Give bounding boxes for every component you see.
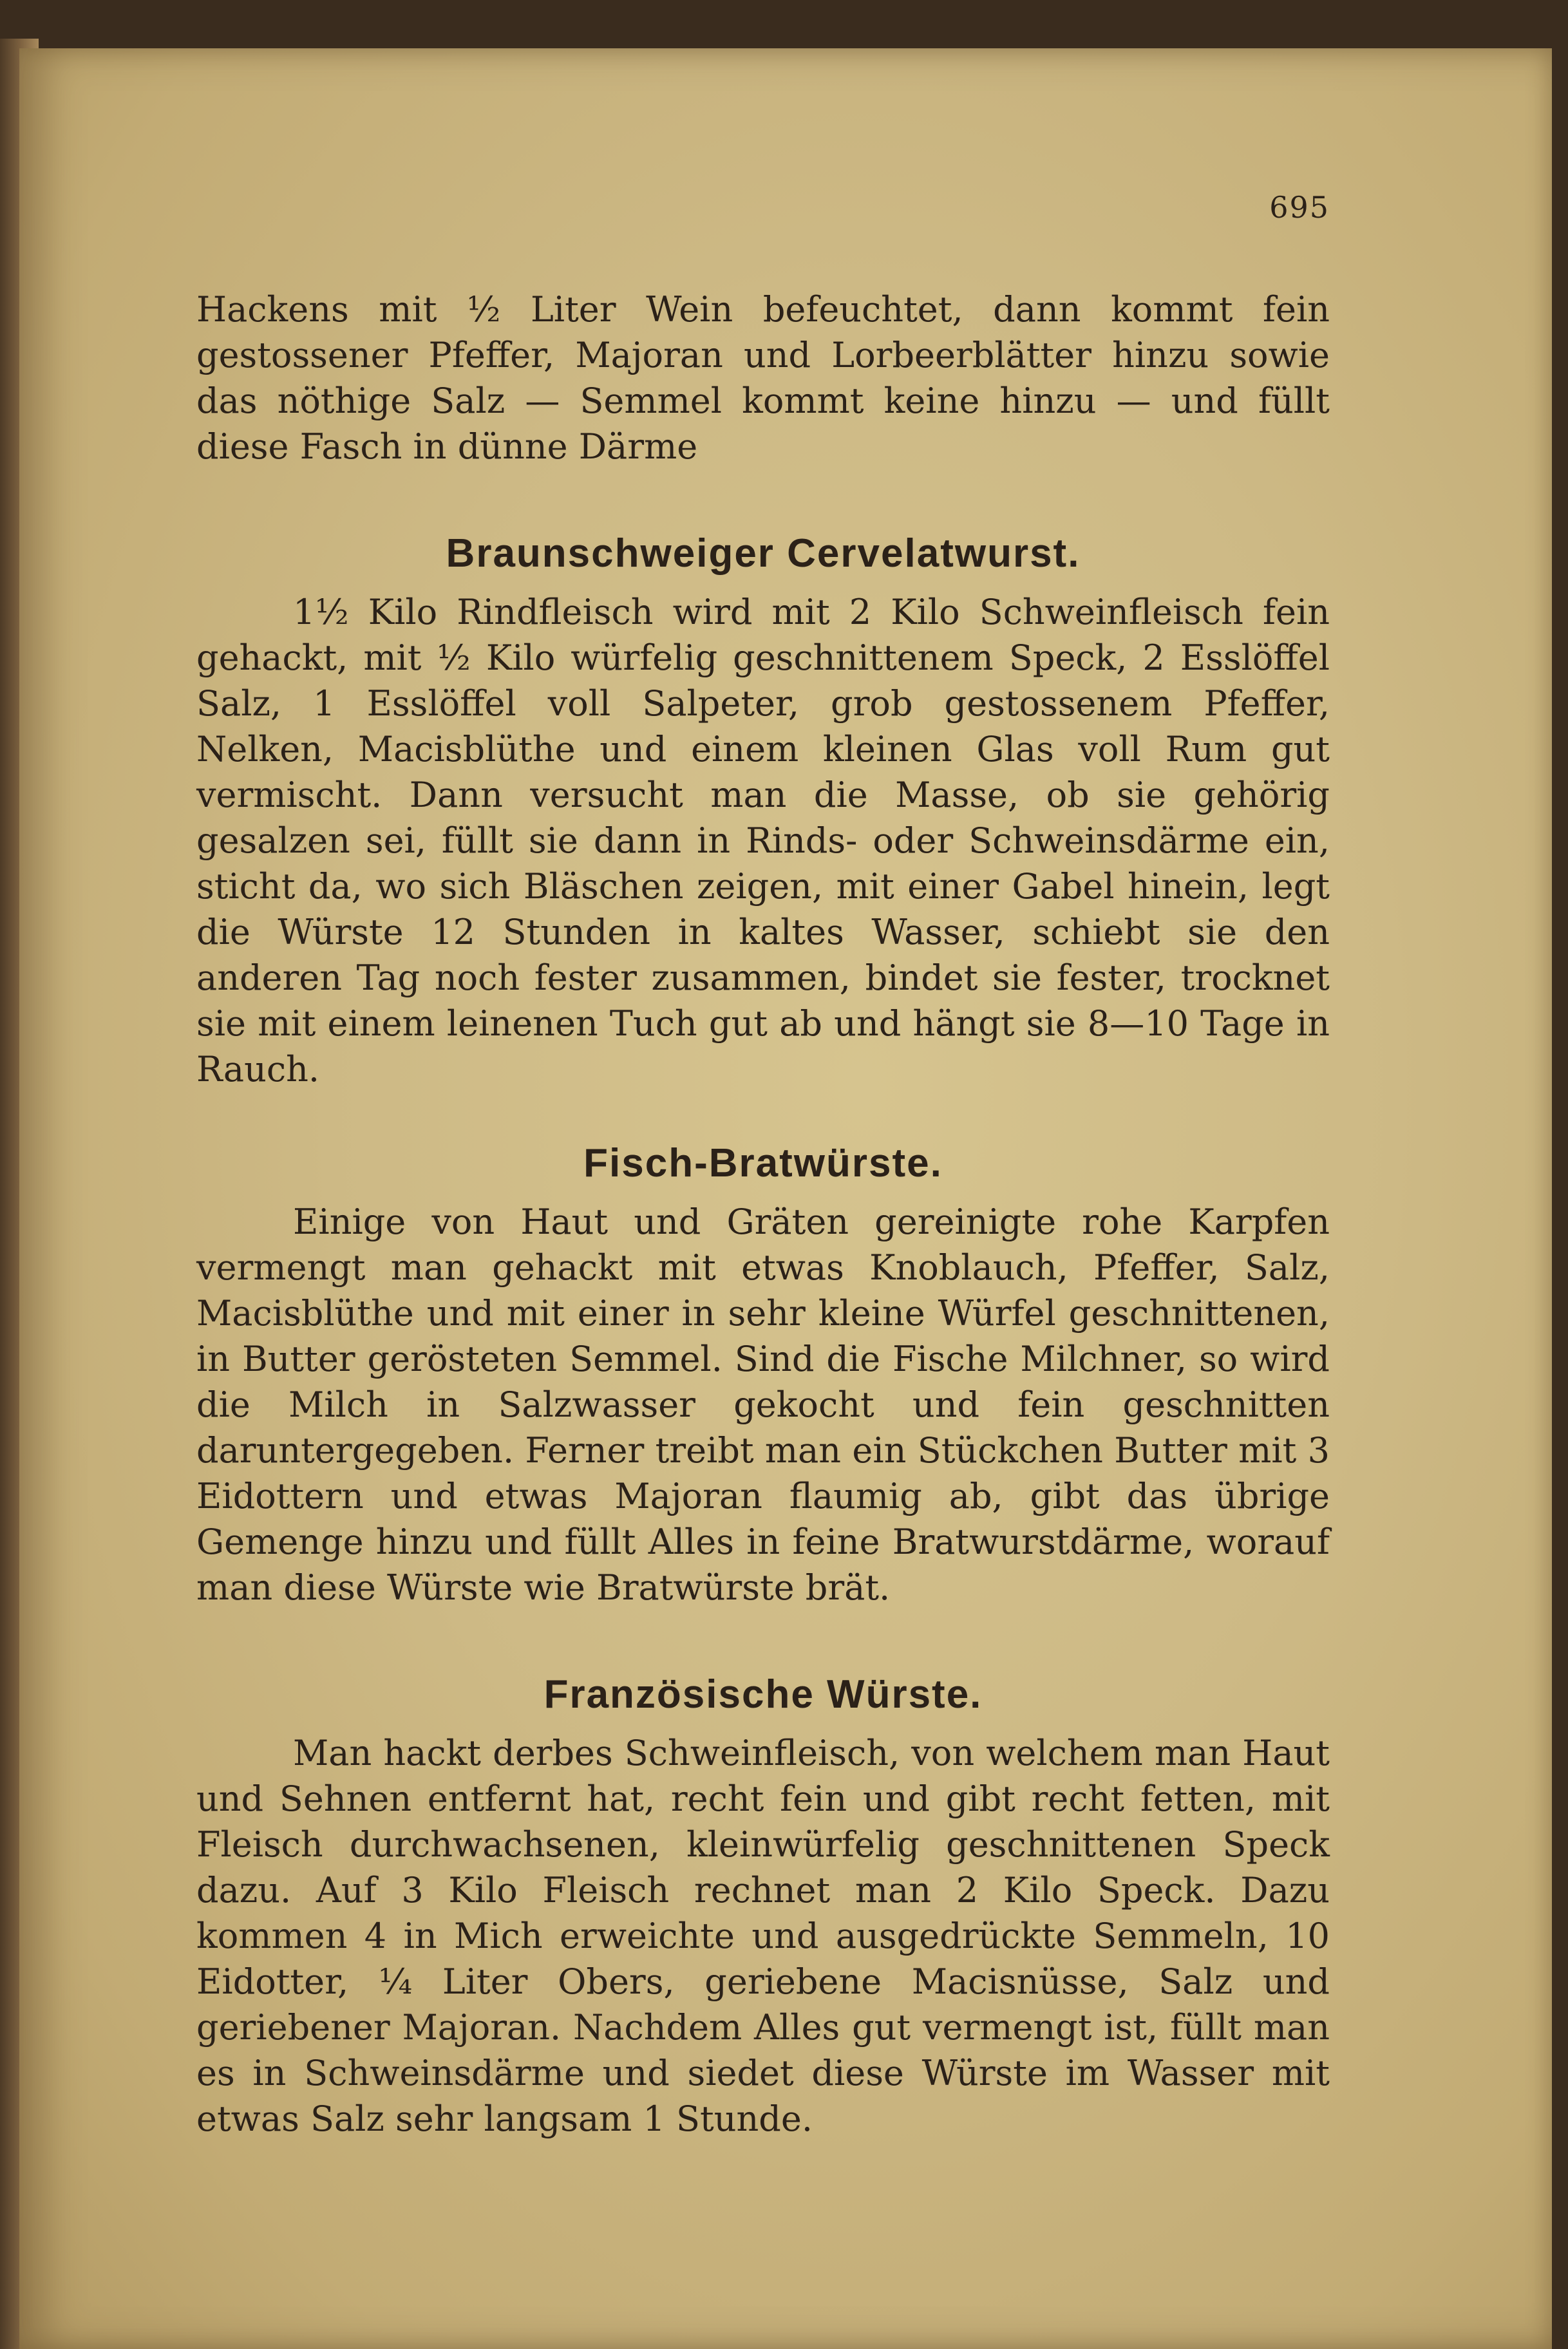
section-body-braunschweiger: 1½ Kilo Rindfleisch wird mit 2 Kilo Schweinfleisch fein gehackt, mit ½ Kilo würfelig geschnittenem Speck, 2 Esslöffel Salz, 1 Esslöffel voll Salpeter, grob gestossenem Pfeffer, Nelken, Macisblüthe und einem kleinen Glas voll Rum gut vermischt. Dann versucht man die Masse, ob sie gehörig gesalzen sei, füllt sie dann in Rinds- oder Schweinsdärme ein, sticht da, wo sich Bläschen zeigen, mit einer Gabel hinein, legt die Würste 12 Stunden in kaltes Wasser, schiebt sie den anderen Tag noch fester zusammen, bindet sie fester, trocknet sie mit einem leinenen Tuch gut ab und hängt sie 8—10 Tage in Rauch.: [196, 592, 1330, 1090]
section-title-fisch-bratwuerste: Fisch-Bratwürste.: [583, 1141, 943, 1185]
section-body-franzoesische-wuerste: Man hackt derbes Schweinfleisch, von welchem man Haut und Sehnen entfernt hat, recht fein und gibt recht fetten, mit Fleisch durchwachsenen, kleinwürfelig geschnittenen Speck dazu. Auf 3 Kilo Fleisch rechnet man 2 Kilo Speck. Dazu kommen 4 in Mich erweichte und ausgedrückte Semmeln, 10 Eidotter, ¼ Liter Obers, geriebene Macisnüsse, Salz und geriebener Majoran. Nachdem Alles gut vermengt ist, füllt man es in Schweinsdärme und siedet diese Würste im Wasser mit etwas Salz sehr langsam 1 Stunde.: [196, 1733, 1330, 2139]
page-number: 695: [1269, 190, 1330, 225]
page-text-block: [196, 190, 1330, 2142]
intro-paragraph: Hackens mit ½ Liter Wein befeuchtet, dann kommt fein gestossener Pfeffer, Majoran und Lorbeerblätter hinzu sowie das nöthige Salz — Semmel kommt keine hinzu — und füllt diese Fasch in dünne Därme: [196, 289, 1330, 467]
section-title-braunschweiger: Braunschweiger Cervelatwurst.: [446, 531, 1081, 576]
section-title-franzoesische-wuerste: Französische Würste.: [543, 1672, 983, 1717]
page-paper: [19, 48, 1552, 2349]
section-body-fisch-bratwuerste: Einige von Haut und Gräten gereinigte rohe Karpfen vermengt man gehackt mit etwas Knoblauch, Pfeffer, Salz, Macisblüthe und mit einer in sehr kleine Würfel geschnittenen, in Butter gerösteten Semmel. Sind die Fische Milchner, so wird die Milch in Salzwasser gekocht und fein geschnitten daruntergegeben. Ferner treibt man ein Stückchen Butter mit 3 Eidottern und etwas Majoran flaumig ab, gibt das übrige Gemenge hinzu und füllt Alles in feine Bratwurstdärme, worauf man diese Würste wie Bratwürste brät.: [196, 1202, 1330, 1608]
